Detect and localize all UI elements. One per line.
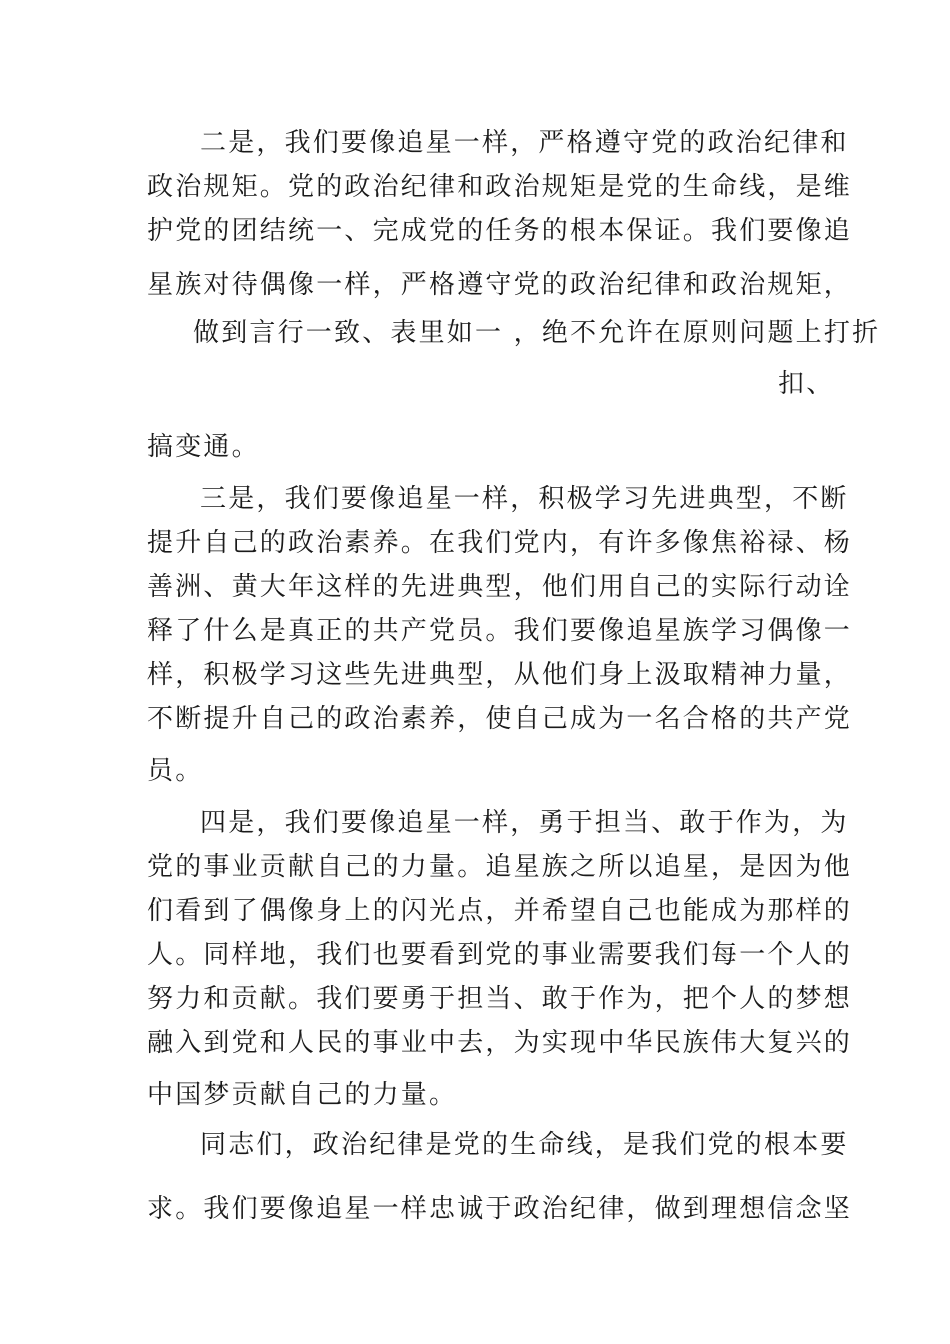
text-line: 人。同样地，我们也要看到党的事业需要我们每一个人的 bbox=[147, 940, 853, 970]
text-line: 搞变通。 bbox=[147, 432, 260, 462]
text-line: 三是，我们要像追星一样，积极学习先进典型，不断 bbox=[200, 484, 849, 514]
text-line: 政治规矩。党的政治纪律和政治规矩是党的生命线，是维 bbox=[147, 172, 853, 202]
text-line: 求。我们要像追星一样忠诚于政治纪律，做到理想信念坚 bbox=[147, 1194, 853, 1224]
text-line: 们看到了偶像身上的闪光点，并希望自己也能成为那样的 bbox=[147, 896, 853, 926]
text-line: 星族对待偶像一样，严格遵守党的政治纪律和政治规矩， bbox=[147, 270, 853, 300]
text-line: 样，积极学习这些先进典型，从他们身上汲取精神力量， bbox=[147, 660, 853, 690]
text-line: 扣、 bbox=[778, 369, 835, 399]
text-line: 努力和贡献。我们要勇于担当、敢于作为，把个人的梦想 bbox=[147, 984, 853, 1014]
text-line: 二是，我们要像追星一样，严格遵守党的政治纪律和 bbox=[200, 128, 849, 158]
text-line: 不断提升自己的政治素养，使自己成为一名合格的共产党 bbox=[147, 704, 853, 734]
text-line: 员。 bbox=[147, 756, 204, 786]
text-line: 中国梦贡献自己的力量。 bbox=[147, 1080, 458, 1110]
text-line: 四是，我们要像追星一样，勇于担当、敢于作为，为 bbox=[200, 808, 849, 838]
text-line: 善洲、黄大年这样的先进典型，他们用自己的实际行动诠 bbox=[147, 572, 853, 602]
text-line: 释了什么是真正的共产党员。我们要像追星族学习偶像一 bbox=[147, 616, 853, 646]
text-line: 融入到党和人民的事业中去，为实现中华民族伟大复兴的 bbox=[147, 1028, 853, 1058]
text-line: 同志们，政治纪律是党的生命线，是我们党的根本要 bbox=[200, 1130, 849, 1160]
text-line: 党的事业贡献自己的力量。追星族之所以追星，是因为他 bbox=[147, 852, 853, 882]
text-line: 提升自己的政治素养。在我们党内，有许多像焦裕禄、杨 bbox=[147, 528, 853, 558]
text-line: 护党的团结统一、完成党的任务的根本保证。我们要像追 bbox=[147, 216, 853, 246]
text-line: 做到言行一致、表里如一 ，绝不允许在原则问题上打折 bbox=[193, 318, 881, 348]
